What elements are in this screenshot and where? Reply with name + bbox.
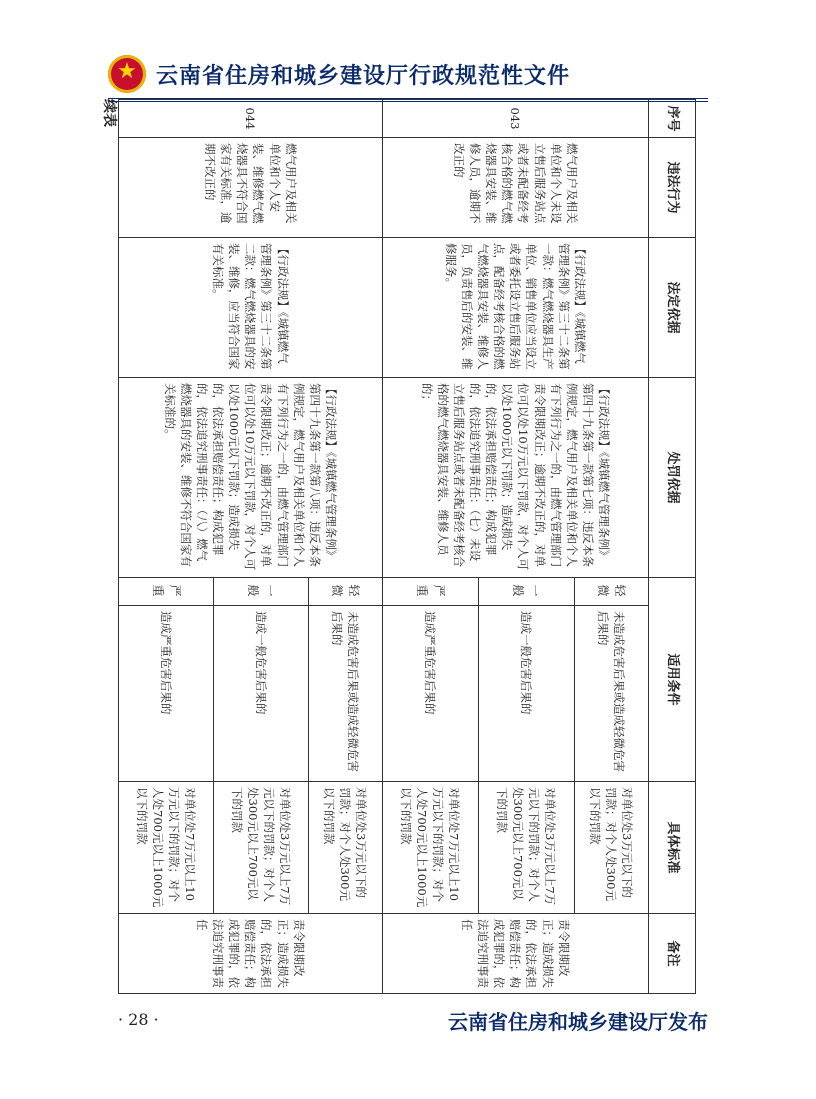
level-cell: 一般 bbox=[214, 578, 309, 606]
seq-cell: 044 bbox=[119, 100, 383, 138]
col-remark: 备注 bbox=[649, 914, 696, 994]
level-cell: 一般 bbox=[478, 578, 574, 606]
level-cell: 严重 bbox=[382, 578, 478, 606]
table-row bbox=[574, 100, 648, 994]
level-cell: 轻微 bbox=[309, 578, 383, 606]
col-seq: 序号 bbox=[649, 100, 696, 138]
continued-label: 续表 bbox=[101, 99, 117, 127]
penalty-table bbox=[118, 99, 696, 994]
table-row bbox=[309, 100, 383, 994]
standard-cell: 对单位处7万元以上10万元以下的罚款；对个人处700元以上1000元以下的罚款 bbox=[382, 782, 478, 914]
standard-cell: 对单位处3万元以下的罚款；对个人处300元以下的罚款 bbox=[574, 782, 648, 914]
condition-cell: 未造成危害后果或造成轻微危害后果的 bbox=[574, 606, 648, 782]
condition-cell: 造成一般危害后果的 bbox=[478, 606, 574, 782]
act-cell: 燃气用户及相关单位和个人安装、维修燃气燃烧器具不符合国家有关标准，逾期不改正的 bbox=[119, 138, 383, 238]
condition-cell: 未造成危害后果或造成轻微危害后果的 bbox=[309, 606, 383, 782]
standard-cell: 对单位处3万元以上7万元以下的罚款；对个人处300元以上700元以下的罚款 bbox=[478, 782, 574, 914]
legal-cell: 【行政法规】《城镇燃气管理条例》第三十二条第二款：燃气燃烧器具的安装、维修，应当符合国家有关标准。 bbox=[119, 238, 383, 378]
level-cell: 严重 bbox=[119, 578, 214, 606]
condition-cell: 造成一般危害后果的 bbox=[214, 606, 309, 782]
standard-cell: 对单位处3万元以下的罚款；对个人处300元以下的罚款 bbox=[309, 782, 383, 914]
col-penalty: 处罚依据 bbox=[649, 378, 696, 578]
penalty-cell: 【行政法规】《城镇燃气管理条例》第四十九条第一款第七项：违反本条例规定，燃气用户及相关单位和个人有下列行为之一的，由燃气管理部门责令限期改正；逾期不改正的，对单位可以处10万元以下罚款，对个人可以处1000元以下罚款；造成损失的，依法承担赔偿责任；构成犯罪的，依法追究刑事责任：（七）未设立售后服务站点或者未配备经考核合格的燃气燃烧器具安装、维修人员的； bbox=[382, 378, 648, 578]
remark-cell: 责令限期改正；造成损失的，依法承担赔偿责任；构成犯罪的，依法追究刑事责任 bbox=[119, 914, 383, 994]
col-legal: 法定依据 bbox=[649, 238, 696, 378]
page-header bbox=[108, 52, 570, 96]
condition-cell: 造成严重危害后果的 bbox=[119, 606, 214, 782]
col-condition: 适用条件 bbox=[649, 578, 696, 782]
header-title: 云南省住房和城乡建设厅行政规范性文件 bbox=[156, 63, 571, 89]
national-emblem-icon bbox=[108, 55, 146, 93]
condition-cell: 造成严重危害后果的 bbox=[382, 606, 478, 782]
page-number: · 28 · bbox=[118, 1010, 159, 1029]
table-header-row bbox=[649, 100, 696, 994]
level-cell: 轻微 bbox=[574, 578, 648, 606]
penalty-cell: 【行政法规】《城镇燃气管理条例》第四十九条第一款第八项：违反本条例规定，燃气用户及相关单位和个人有下列行为之一的，由燃气管理部门责令限期改正；逾期不改正的，对单位可以处10万元以下罚款，对个人可以处1000元以下罚款；造成损失的，依法承担赔偿责任；构成犯罪的，依法追究刑事责任：（八）燃气燃烧器具的安装、维修不符合国家有关标准的。 bbox=[119, 378, 383, 578]
col-act: 违法行为 bbox=[649, 138, 696, 238]
act-cell: 燃气用户及相关单位和个人未设立售后服务站点或者未配备经考核合格的燃气燃烧器具安装、维修人员，逾期不改正的 bbox=[382, 138, 648, 238]
col-standard: 具体标准 bbox=[649, 782, 696, 914]
standard-cell: 对单位处7万元以上10万元以下的罚款；对个人处700元以上1000元以下的罚款 bbox=[119, 782, 214, 914]
standard-cell: 对单位处3万元以上7万元以下的罚款；对个人处300元以上700元以下的罚款 bbox=[214, 782, 309, 914]
seq-cell: 043 bbox=[382, 100, 648, 138]
footer-publisher: 云南省住房和城乡建设厅发布 bbox=[448, 1010, 708, 1034]
rotated-table-page bbox=[100, 99, 696, 993]
remark-cell: 责令限期改正；造成损失的，依法承担赔偿责任；构成犯罪的，依法追究刑事责任 bbox=[382, 914, 648, 994]
legal-cell: 【行政法规】《城镇燃气管理条例》第三十二条第一款：燃气燃烧器具生产单位、销售单位应当设立或者委托设立售后服务站点，配备经考核合格的燃气燃烧器具安装、维修人员，负责售后的安装、维修服务。 bbox=[382, 238, 648, 378]
